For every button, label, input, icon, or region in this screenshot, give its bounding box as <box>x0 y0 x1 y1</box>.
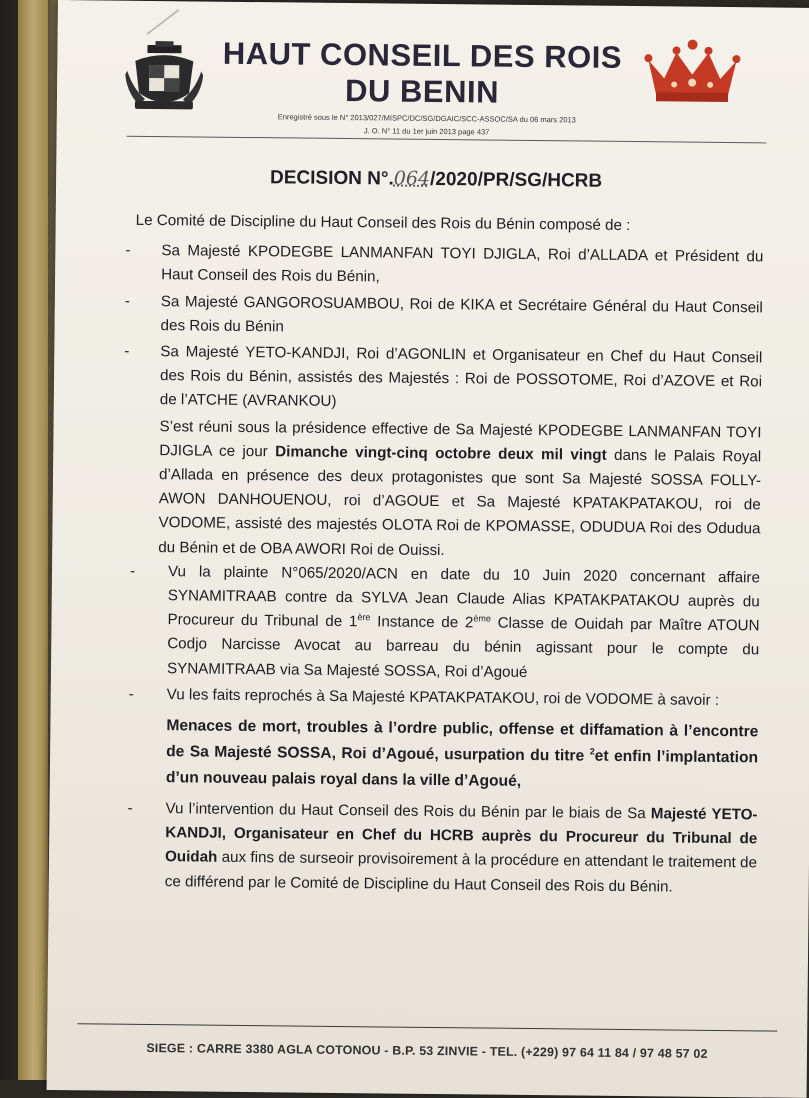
footer-divider <box>77 1023 777 1031</box>
charges-paragraph <box>108 713 759 798</box>
meeting-text-a: S’est réuni sous la présidence effective de Sa Majesté KPODEGBE LANMANFAN TOYI DJIGLA ce jour <box>159 417 762 461</box>
faits-text: Vu les faits reprochés à Sa Majesté KPATAKPATAKOU, roi de VODOME à savoir : <box>166 686 720 709</box>
member-text-3: Sa Majesté YETO-KANDJI, Roi d’AGONLIN et Organisateur en Chef du Haut Conseil des Rois du Bénin, assistés des Majestés : Roi de POSSOTOME, Roi d’AZOVE et Roi de l’ATCHE (AVRANKOU) <box>159 343 763 411</box>
bullet-dash: - <box>127 799 133 817</box>
decision-heading <box>256 166 616 193</box>
registration-info <box>207 110 647 141</box>
decision-number: 064 <box>393 167 431 190</box>
organization-title <box>207 36 638 112</box>
title-line-2: DU BENIN <box>344 73 500 110</box>
plainte-text-a: Vu la plainte N°065/2020/ACN en date du 10 Juin 2020 concernant affaire SYNAMITRAAB contre da SYLVA Jean Claude Alias KPATAKPATAKOU auprès du Procureur du Tribunal de 1 <box>167 563 761 631</box>
decision-prefix: DECISION N°. <box>269 167 394 190</box>
member-text-1: Sa Majesté KPODEGBE LANMANFAN TOYI DJIGLA, Roi d’ALLADA et Président du Haut Conseil des Rois du Bénin, <box>161 242 764 286</box>
meeting-paragraph <box>110 414 761 566</box>
background-strip <box>18 0 48 1080</box>
member-item-1 <box>113 239 763 294</box>
registration-line-1: Enregistré sous le N° 2013/027/MISPC/DC/SG/DGAIC/SCC-ASSOC/SA du 06 mars 2013 <box>277 112 576 125</box>
bullet-dash: - <box>128 685 134 703</box>
plainte-sup-1: ère <box>357 612 371 623</box>
crown-icon <box>642 38 743 105</box>
document-page <box>47 0 809 1098</box>
document-body <box>107 209 764 903</box>
plainte-item <box>109 559 760 687</box>
footer-address: SIEGE : CARRE 3380 AGLA COTONOU - B.P. 53 ZINVIE - TEL. (+229) 97 64 11 84 / 97 48 57 02 <box>146 1040 708 1061</box>
member-item-3 <box>112 340 763 419</box>
plainte-sup-2: ème <box>473 613 491 624</box>
decision-suffix: /2020/PR/SG/HCRB <box>429 168 603 192</box>
meeting-text-b: dans le Palais Royal d’Allada en présence des deux protagonistes que sont Sa Majesté SOSSA FOLLY-AWON DANHOUENOU, roi d’AGOUE et Sa Majesté KPATAKPATAKOU, roi de VODOME, assisté des majestés OLOTA Roi de KPOMASSE, ODUDUA Roi des Odudua du Bénin et de OBA AWORI Roi de Ouissi. <box>158 446 762 559</box>
member-text-2: Sa Majesté GANGOROSUAMBOU, Roi de KIKA et Secrétaire Général du Haut Conseil des Rois du Bénin <box>160 292 763 336</box>
bullet-dash: - <box>124 292 131 310</box>
intervention-bold: Majesté YETO-KANDJI, Organisateur en Chef du HCRB auprès du Procureur du Tribunal de Ouidah <box>164 805 758 867</box>
intervention-text-a: Vu l’intervention du Haut Conseil des Rois du Bénin par le biais de Sa <box>165 800 646 823</box>
bullet-dash: - <box>129 562 136 580</box>
charges-text-b: et enfin l’implantation d’un nouveau palais royal dans la ville d’Agoué, <box>165 747 759 790</box>
plainte-text-b: Instance de 2 <box>370 613 474 632</box>
coat-of-arms-icon <box>125 41 204 114</box>
meeting-date: Dimanche vingt-cinq octobre deux mil vingt <box>275 443 607 464</box>
bullet-dash: - <box>124 342 130 360</box>
title-line-1: HAUT CONSEIL DES ROIS <box>222 35 623 75</box>
charges-sup: 2 <box>589 746 595 757</box>
intervention-text-b: aux fins de surseoir provisoirement à la procédure en attendant le traitement de ce différend par le Comité de Discipline du Haut Conseil des Rois du Bénin. <box>164 849 758 896</box>
faits-item <box>109 682 759 713</box>
intervention-item <box>107 797 758 901</box>
charges-text-a: Menaces de mort, troubles à l’ordre public, offense et diffamation à l’encontre de Sa Majesté SOSSA, Roi d’Agoué, usurpation du titre <box>166 717 759 765</box>
intro-paragraph: Le Comité de Discipline du Haut Conseil des Rois du Bénin composé de : <box>135 211 631 235</box>
registration-line-2: J. O. N° 11 du 1er juin 2013 page 437 <box>363 126 490 137</box>
member-item-2 <box>112 289 762 344</box>
bullet-dash: - <box>125 241 131 259</box>
plainte-text-c: Classe de Ouidah par Maître ATOUN Codjo Narcisse Avocat au barreau du bénin agissant pour le compte du SYNAMITRAAB via Sa Majesté SOSSA, Roi d’Agoué <box>166 614 760 681</box>
pen-mark <box>146 9 179 35</box>
